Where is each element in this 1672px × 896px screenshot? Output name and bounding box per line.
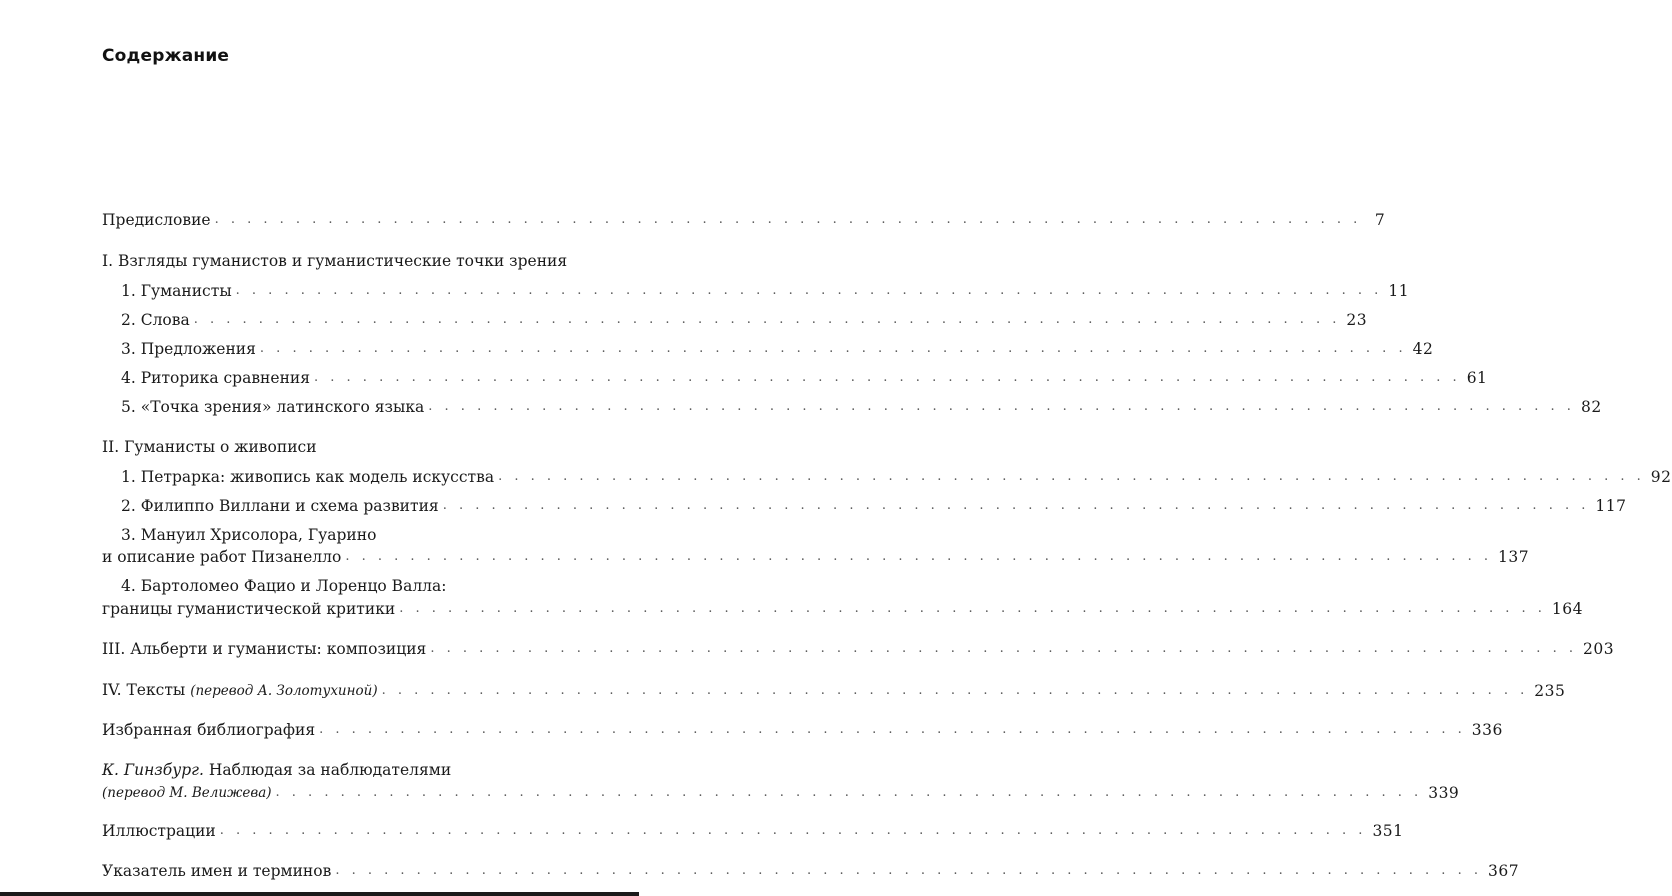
toc-label: и описание работ Пизанелло <box>102 548 342 566</box>
toc-label: 1. Гуманисты <box>121 282 232 300</box>
toc-entry-facio[interactable] <box>102 599 1583 619</box>
toc-label: Избранная библиография <box>102 721 316 739</box>
toc-entry-latin-viewpoint[interactable] <box>121 397 1602 417</box>
toc-page-number: 203 <box>1582 640 1615 658</box>
toc-leader: . . . . . . . . . . . . . . . . . . . . . . . . . . . . . . . . . . . . . . . . . . . . . . . . . . . . . . . . . . . . . . . . . . . . . . . <box>428 399 1575 414</box>
toc-entry-sentences[interactable] <box>121 339 1434 359</box>
toc-entry-bibliography[interactable] <box>102 720 1503 740</box>
translator-note: (перевод М. Велижева) <box>102 785 272 801</box>
toc-entry-texts[interactable] <box>102 680 1566 701</box>
toc-label: границы гуманистической критики <box>102 600 396 618</box>
toc-page-number: 367 <box>1487 862 1520 880</box>
toc-entry-ginzburg[interactable] <box>102 783 1460 803</box>
toc-label <box>102 680 382 701</box>
toc-entry-ginzburg-line1[interactable] <box>102 760 451 780</box>
toc-page-number: 11 <box>1388 282 1410 300</box>
toc-leader: . . . . . . . . . . . . . . . . . . . . . . . . . . . . . . . . . . . . . . . . . . . . . . . . . . . . . . . . . . . . . . . . . . . . . . . <box>498 469 1645 484</box>
toc-label: Указатель имен и терминов <box>102 862 332 880</box>
toc-leader: . . . . . . . . . . . . . . . . . . . . . . . . . . . . . . . . . . . . . . . . . . . . . . . . . . . . . . . . . . . . . . . . . . . . . . . <box>314 370 1461 385</box>
toc-label: Предисловие <box>102 211 211 229</box>
toc-label: 3. Предложения <box>121 340 256 358</box>
toc-label: 2. Слова <box>121 311 190 329</box>
essay-title: Наблюдая за наблюдателями <box>208 761 452 779</box>
toc-leader: . . . . . . . . . . . . . . . . . . . . . . . . . . . . . . . . . . . . . . . . . . . . . . . . . . . . . . . . . . . . . . . . . . . . . . . <box>275 785 1423 800</box>
toc-leader: . . . . . . . . . . . . . . . . . . . . . . . . . . . . . . . . . . . . . . . . . . . . . . . . . . . . . . . . . . . . . . . . . . . . . . . <box>335 863 1482 878</box>
toc-leader: . . . . . . . . . . . . . . . . . . . . . . . . . . . . . . . . . . . . . . . . . . . . . . . . . . . . . . . . . . . . . . . . . . . . . . . <box>430 641 1577 656</box>
toc-leader: . . . . . . . . . . . . . . . . . . . . . . . . . . . . . . . . . . . . . . . . . . . . . . . . . . . . . . . . . . . . . . . . . . . . . . . <box>399 601 1546 616</box>
toc-leader: . . . . . . . . . . . . . . . . . . . . . . . . . . . . . . . . . . . . . . . . . . . . . . . . . . . . . . . . . . . . . . . . . . . . . . . <box>319 722 1466 737</box>
toc-label: 4. Риторика сравнения <box>121 369 311 387</box>
toc-label: 5. «Точка зрения» латинского языка <box>121 398 425 416</box>
toc-heading: Содержание <box>102 46 230 66</box>
toc-page-number: 117 <box>1595 497 1627 515</box>
toc-part-2-title[interactable]: II. Гуманисты о живописи <box>102 438 317 456</box>
toc-leader: . . . . . . . . . . . . . . . . . . . . . . . . . . . . . . . . . . . . . . . . . . . . . . . . . . . . . . . . . . . . . . . . . . . . . . . <box>442 498 1590 513</box>
toc-entry-index[interactable] <box>102 861 1520 881</box>
toc-page-number: 7 <box>1374 211 1386 229</box>
toc-leader: . . . . . . . . . . . . . . . . . . . . . . . . . . . . . . . . . . . . . . . . . . . . . . . . . . . . . . . . . . . . . . . . . . . . . . . <box>214 212 1362 227</box>
toc-entry-humanists[interactable] <box>121 281 1410 301</box>
toc-page-number: 23 <box>1346 311 1368 329</box>
translator-note: (перевод А. Золотухиной) <box>190 683 378 699</box>
toc-leader: . . . . . . . . . . . . . . . . . . . . . . . . . . . . . . . . . . . . . . . . . . . . . . . . . . . . . . . . . . . . . . . . . . . . . . . <box>345 549 1493 564</box>
toc-part-1-title[interactable]: I. Взгляды гуманистов и гуманистические точки зрения <box>102 252 568 270</box>
toc-label: III. Альберти и гуманисты: композиция <box>102 640 427 658</box>
toc-page-number: 339 <box>1428 784 1460 802</box>
toc-page-number: 164 <box>1551 600 1583 618</box>
toc-entry-illustrations[interactable] <box>102 821 1404 841</box>
toc-entry-chrysoloras-line1[interactable]: 3. Мануил Хрисолора, Гуарино <box>121 526 377 544</box>
bottom-edge-rule <box>0 892 639 896</box>
toc-leader: . . . . . . . . . . . . . . . . . . . . . . . . . . . . . . . . . . . . . . . . . . . . . . . . . . . . . . . . . . . . . . . . . . . . . . . <box>259 341 1407 356</box>
toc-page-number: 82 <box>1580 398 1602 416</box>
essay-author: К. Гинзбург. <box>102 761 204 779</box>
toc-entry-petrarch[interactable] <box>121 467 1672 487</box>
toc-leader: . . . . . . . . . . . . . . . . . . . . . . . . . . . . . . . . . . . . . . . . . . . . . . . . . . . . . . . . . . . . . . . . . . . . . . . <box>381 683 1529 698</box>
toc-label: Иллюстрации <box>102 822 216 840</box>
toc-page-number: 137 <box>1498 548 1530 566</box>
toc-leader: . . . . . . . . . . . . . . . . . . . . . . . . . . . . . . . . . . . . . . . . . . . . . . . . . . . . . . . . . . . . . . . . . . . . . . . <box>193 312 1341 327</box>
toc-label: 1. Петрарка: живопись как модель искусства <box>121 468 495 486</box>
toc-label-main: IV. Тексты <box>102 681 186 699</box>
toc-page-number: 351 <box>1372 822 1404 840</box>
toc-entry-rhetoric[interactable] <box>121 368 1488 388</box>
toc-page-number: 61 <box>1466 369 1488 387</box>
toc-entry-facio-line1[interactable]: 4. Бартоломео Фацио и Лоренцо Валла: <box>121 577 447 595</box>
toc-label: 2. Филиппо Виллани и схема развития <box>121 497 439 515</box>
toc-leader: . . . . . . . . . . . . . . . . . . . . . . . . . . . . . . . . . . . . . . . . . . . . . . . . . . . . . . . . . . . . . . . . . . . . . . . <box>235 283 1383 298</box>
toc-page-number: 92 <box>1650 468 1672 486</box>
toc-entry-chrysoloras[interactable] <box>102 547 1530 567</box>
toc-page-number: 42 <box>1412 340 1434 358</box>
toc-leader: . . . . . . . . . . . . . . . . . . . . . . . . . . . . . . . . . . . . . . . . . . . . . . . . . . . . . . . . . . . . . . . . . . . . . . . <box>219 823 1367 838</box>
toc-entry-alberti[interactable] <box>102 639 1615 659</box>
toc-entry-preface[interactable] <box>102 210 1386 230</box>
toc-entry-villani[interactable] <box>121 496 1627 516</box>
toc-entry-words[interactable] <box>121 310 1368 330</box>
toc-page-number: 235 <box>1534 682 1566 700</box>
toc-page-number: 336 <box>1471 721 1503 739</box>
